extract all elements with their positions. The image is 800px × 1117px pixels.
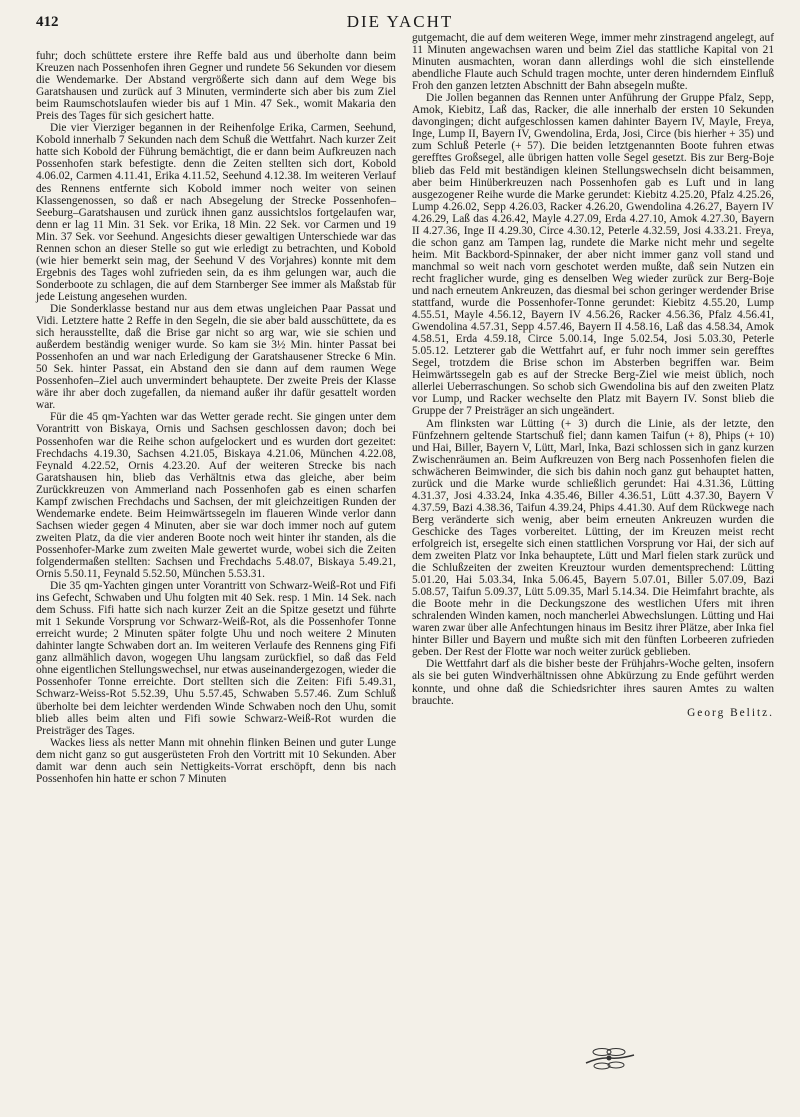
paragraph: Am flinksten war Lütting (+ 3) durch die Linie, als der letzte, den Fünfzehnern geltende Startschuß fiel; dann kamen Taifun (+ 8), Phips (+ 10) und Hai, Biller, Bayern V, Lütt, Marl, Inka, Bazi schlossen sich in ganz kurzen Zwischenräumen an. Beim Aufkreuzen von Berg nach Possenhofen fielen die schwächeren Beimwinder, die sich bis dahin noch ganz gut behauptet hatten, zurück und die Marke wurde schließlich gerundet: Hai 4.31.36, Lütting 4.31.37, Josi 4.33.24, Inka 4.35.46, Biller 4.36.51, Lütt 4.37.30, Bayern V 4.37.59, Bazi 4.38.36, Taifun 4.39.24, Phips 4.41.30. Auf dem Rückwege nach Berg veränderte sich wenig, aber beim erneuten Ankreuzen wurden die Geschicke des Tages vorbereitet. Lütting, der im Kreuzen meist recht erfolgreich ist, ersegelte sich einen stattlichen Vorsprung vor Hai, der sich auf dem zweiten Platz vor Inka behauptete, Lütt und Marl fielen stark zurück und die Schlußzeiten der zweiten Kreuztour wurden dementsprechend: Lütting 5.01.20, Hai 5.03.34, Inka 5.06.45, Bayern 5.07.01, Biller 5.07.09, Bazi 5.08.57, Taifun 5.09.37, Lütt 5.09.35, Marl 5.14.34. Die Heimfahrt brachte, als die Boote mehr in die Deckungszone des westlichen Ufers mit ihren schralenden Winden kamen, noch mancherlei Abwechslungen. Lütting und Hai waren zwar über alle Anfechtungen hinaus im Besitz ihrer Plätze, aber Inka fiel hinter Biller und Bayern und mußte sich mit den fünften Lorbeeren zufrieden geben. Der Rest der Flotte war noch weiter zurück geblieben. (412, 417, 774, 659)
paragraph: Die Wettfahrt darf als die bisher beste der Frühjahrs-Woche gelten, insofern als sie bei guten Windverhältnissen ohne Abkürzung zu Ende geführt werden konnte, und ohne daß die Schiedsrichter ihres sauren Amtes zu walten brauchte. (412, 658, 774, 707)
paragraph: Für die 45 qm-Yachten war das Wetter gerade recht. Sie gingen unter dem Vorantritt von Biskaya, Ornis und Sachsen geschlossen davon; doch bei Possenhofen war die Reihe schon aufgelockert und es wurden dort gezeitet: Frechdachs 4.19.30, Sachsen 4.21.05, Biskaya 4.21.06, München 4.22.08, Feynald 4.22.52, Ornis 4.23.20. Auf der weiteren Strecke bis nach Garatshausen hin, blieb das Verhältnis etwa das gleiche, aber beim Zurückkreuzen von Ammerland nach Possenhofen gab es einen scharfen Kampf zwischen Frechdachs und Sachsen, der mit gleichzeitigen Runden der Wendemarke endete. Beim Heimwärtssegeln im flaueren Winde verlor dann Sachsen wieder gegen 4 Minuten, aber sie war doch immer noch auf gutem zweiten Platz, da die vier anderen Boote noch weit hinter ihr standen, als die Possenhofer-Marke zum zweiten Male gewertet wurde, wobei sich die Zeiten folgendermaßen stellten: Sachsen und Frechdachs 5.48.07, Biskaya 5.49.21, Ornis 5.50.11, Feynald 5.52.50, München 5.53.31. (36, 411, 396, 581)
left-column (36, 50, 396, 785)
running-title: DIE YACHT (346, 12, 454, 31)
paragraph: Die Jollen begannen das Rennen unter Anführung der Gruppe Pfalz, Sepp, Amok, Kiebitz, Laß das, Racker, die alle innerhalb der ersten 10 Sekunden davongingen; dicht aufgeschlossen kamen dahinter Bayern IV, Mayle, Freya, Inge, Lump II, Bayern IV, Gwendolina, Erda, Josi, Circe (bis hierher + 35) und zum Schluß Peterle (+ 57). Die beiden letztgenannten Boote fuhren etwas gerefftes Großsegel, alle übrigen hatten volle Segel gesetzt. Bis zur Berg-Boje blieb das Feld mit beständigen kleinen Stellungswechseln dicht beisammen, aber beim Hinüberkreuzen nach Possenhofen gab es Luft und in lang ausgezogener Reihe wurde die Marke gerundet: Kiebitz 4.25.20, Pfalz 4.25.26, Lump 4.26.02, Sepp 4.26.03, Racker 4.26.20, Gwendolina 4.26.27, Bayern IV 4.26.29, Laß das 4.26.42, Mayle 4.27.09, Erda 4.27.10, Amok 4.27.30, Bayern II 4.27.36, Inge II 4.29.30, Circe 4.30.12, Peterle 4.32.59, Josi 4.33.21. Freya, die schon ganz am Tampen lag, rundete die Marke nicht mehr und segelte heim. Mit Backbord-Spinnaker, der aber nicht immer ganz voll stand und manchmal so weit nach vorn geschotet werden mußte, daß sein Nutzen ein recht fraglicher wurde, ging es denselben Weg wieder zurück zur Berg-Boje und nach erneutem Ankreuzen, das diesmal bei schon geringer werdender Brise stattfand, wurde die Possenhofer-Tonne gerundet: Kiebitz 4.55.20, Lump 4.55.51, Mayle 4.56.12, Bayern IV 4.56.26, Racker 4.56.36, Pfalz 4.56.41, Gwendolina 4.57.31, Sepp 4.57.46, Bayern II 4.58.16, Laß das 4.58.34, Amok 4.58.51, Erda 4.59.18, Circe 5.00.14, Inge 5.02.54, Josi 5.03.30, Peterle 5.05.12. Letzterer gab die Wettfahrt auf, er fuhr noch immer sein gerefftes Segel, trotzdem die Brise schon im Absterben begriffen war. Beim Heimwärtssegeln gab es auf der Strecke Berg-Ziel wie meist üblich, noch allerlei Ueberraschungen. So schob sich Gwendolina bis auf den zweiten Platz vor Lump, und Racker wechselte den Platz mit Bayern IV. Sonst blieb die Gruppe der 7 Preisträger an sich ungeändert. (412, 92, 774, 418)
paragraph: Die vier Vierziger begannen in der Reihenfolge Erika, Carmen, Seehund, Kobold innerhalb 7 Sekunden nach dem Schuß die Wettfahrt. Nach kurzer Zeit hatte sich Kobold der Führung bemächtigt, die er dann beim Aufkreuzen nach Possenhofen stark befestigte. denn die Zeiten stellten sich dort, Kobold 4.06.02, Carmen 4.11.41, Erika 4.11.52, Seehund 4.12.38. Im weiteren Verlauf des Rennens entfernte sich Kobold immer noch weiter von seinen Klassengenossen, so daß er nach Absegelung der Strecke Possenhofen–Seeburg–Garatshausen und zurück ihnen ganz aussichtslos fortgelaufen war, denn er lag 11 Min. 31 Sek. vor Erika, 18 Min. 22 Sek. vor Carmen und 19 Min. 37 Sek. vor Seehund. Angesichts dieser gewaltigen Unterschiede war das Rennen schon an dieser Stelle so gut wie erledigt zu betrachten, und Kobold (wie hier bemerkt sein mag, der Seehund V des Vorjahres) konnte mit dem Ergebnis des Tages wohl zufrieden sein, da es ihm gelungen war, auch die Sonderboote zu schlagen, die auf dem Starnberger See immer als Maßstab für jede Leistung angesehen wurden. (36, 122, 396, 303)
dragonfly-ornament-icon (580, 1043, 640, 1073)
paragraph: Die Sonderklasse bestand nur aus dem etwas ungleichen Paar Passat und Vidi. Letztere hatte 2 Reffe in den Segeln, die sie aber bald ausschüttete, da es sich herausstellte, daß die Brise gar nicht so arg war, wie sie schien und außerdem beständig weniger wurde. So kam sie 3½ Min. hinter Passat bei Possenhofen an und war nach Erledigung der Garatshausener Strecke 6 Min. 50 Sek. hinter Passat, ein Abstand den sie dann auf dem raumen Wege Possenhofen–Ziel auch unvermindert behauptete. Der zweite Preis der Klasse wäre ihr aber doch zugefallen, da niemand außer ihr dafür gesattelt worden war. (36, 302, 396, 412)
paragraph: fuhr; doch schüttete erstere ihre Reffe bald aus und überholte dann beim Kreuzen nach Possenhofen ihren Gegner und rundete 56 Sekunden vor diesem die Wendemarke. Der Abstand vergrößerte sich dann auf dem Wege bis Garatshausen und zurück auf 3 Minuten, verminderte sich aber bis zum Ziel beim Raumschotslaufen wieder bis auf 1 Min. 47 Sek., womit Makaria den Preis des Tages für sich gesichert hatte. (36, 50, 396, 123)
author-signature: Georg Belitz. (687, 706, 774, 719)
right-column (412, 32, 774, 719)
paragraph: gutgemacht, die auf dem weiteren Wege, immer mehr zinstragend angelegt, auf 11 Minuten angewachsen waren und beim Ziel das stattliche Kapital von 21 Minuten ausmachten, woran dann allerdings wohl die sich einstellende abendliche Flaute auch Schuld tragen mochte, unter deren hinderndem Einfluß Froh den ganzen letzten Abschnitt der Bahn absegeln mußte. (412, 32, 774, 93)
page-number: 412 (36, 14, 59, 30)
paragraph: Die 35 qm-Yachten gingen unter Vorantritt von Schwarz-Weiß-Rot und Fifi ins Gefecht, Schwaben und Uhu folgten mit 40 Sek. resp. 1 Min. 14 Sek. nach dem Schuss. Fifi hatte sich nach kurzer Zeit an die Spitze gesetzt und führte mit 1 Sekunde Vorsprung vor Schwarz-Weiß-Rot, als die Possenhofer Tonne erreicht wurde; 2 Minuten später folgte Uhu und noch weitere 2 Minuten dahinter langte Schwaben dort an. Im weiteren Verlaufe des Rennens ging Fifi ganz allmählich davon, wogegen Uhu langsam zurückfiel, so daß das Feld ohne eigentlichen Stellungswechsel, nur etwas auseinandergezogen, wieder die Possenhofer Tonne erreichte. Dort stellten sich die Zeiten: Fifi 5.49.31, Schwarz-Weiss-Rot 5.52.39, Uhu 5.57.45, Schwaben 5.57.46. Zum Schluß überholte bei dem leichter werdenden Winde Schwaben noch den Uhu, somit blieb alles beim alten und Fifi sowie Schwarz-Weiß-Rot wurden die Preisträger des Tages. (36, 580, 396, 737)
page-header (0, 0, 800, 34)
paragraph: Wackes liess als netter Mann mit ohnehin flinken Beinen und guter Lunge dem nicht ganz so gut ausgerüsteten Froh den Vortritt mit 10 Sekunden. Aber damit war denn auch sein Nettigkeits-Vorrat erschöpft, denn bis nach Possenhofen hin hatte er schon 7 Minuten (36, 736, 396, 785)
